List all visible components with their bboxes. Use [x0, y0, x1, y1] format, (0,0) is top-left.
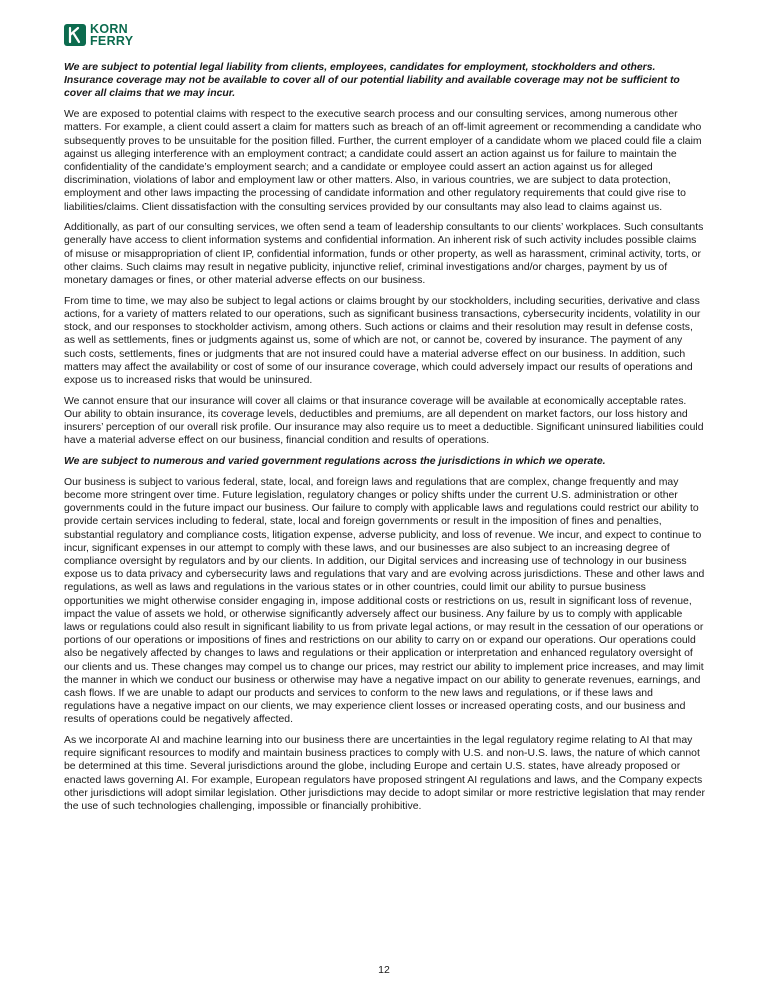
document-body	[64, 61, 706, 821]
section-heading-legal-liability: We are subject to potential legal liability from clients, employees, candidates for employment, stockholders and others. Insurance coverage may not be available to cover all of our potential liability and available coverage may not be sufficient to cover all claims that we may incur.	[64, 62, 680, 100]
page-number: 12	[378, 964, 390, 976]
paragraph-insurance-coverage: We cannot ensure that our insurance will cover all claims or that insurance coverage will be available at economically acceptable rates. Our ability to obtain insurance, its coverage levels, deductibles and premiums, are all dependent on market factors, our loss history and insurers’ perception of our overall risk profile. Our insurance may also require us to meet a deductible. Significant uninsured liabilities could have a material adverse effect on our business, financial condition and results of operations.	[64, 395, 704, 447]
section-heading-government-regulations: We are subject to numerous and varied government regulations across the jurisdictions in which we operate.	[64, 455, 606, 467]
logo-line-2: FERRY	[90, 34, 134, 48]
paragraph-stockholder-actions: From time to time, we may also be subject to legal actions or claims brought by our stockholders, including securities, derivative and class actions, for a variety of matters related to our operations, such as significant business transactions, cybersecurity incidents, volatility in our stock, and our responses to stockholder activism, among others. Such actions or claims and their resolution may result in defense costs, as well as settlements, fines or judgments against us, some of which are not, or cannot be, covered by insurance. The payment of any such costs, settlements, fines or judgments that are not insured could have a material adverse effect on our business. In addition, such matters may affect the availability or cost of some of our insurance coverage, which could adversely impact our results of operations and expose us to increased risks that would be uninsured.	[64, 295, 701, 386]
logo-wordmark	[90, 23, 133, 47]
korn-ferry-logo	[64, 21, 133, 49]
paragraph-ai-regulation: As we incorporate AI and machine learning into our business there are uncertainties in the legal regulatory regime relating to AI that may require significant resources to modify and maintain business practices to comply with U.S. and non-U.S. laws, the nature of which cannot be determined at this time. Several jurisdictions around the globe, including Europe and certain U.S. states, have already proposed or enacted laws governing AI. For example, European regulators have proposed stringent AI regulations and laws, and the Company expects other jurisdictions will adopt similar legislation. Other jurisdictions may decide to adopt similar or more restrictive legislation that may render the use of such technologies challenging, impossible or financially prohibitive.	[64, 735, 706, 813]
logo-line-1: KORN	[90, 22, 129, 36]
korn-ferry-logo-mark-icon	[64, 24, 86, 46]
paragraph-consulting-services-risk: Additionally, as part of our consulting services, we often send a team of leadership consultants to our clients’ workplaces. Such consultants generally have access to client information systems and confidential information. An inherent risk of such activity includes possible claims of misuse or misappropriation of client IP, confidential information, funds or other property, as well as harassment, criminal activity, torts, or other claims. Such claims may result in negative publicity, injunctive relief, criminal investigations and/or charges, payment by us of monetary damages or fines, or other material adverse effects on our business.	[64, 222, 704, 287]
paragraph-laws-and-regulations: Our business is subject to various federal, state, local, and foreign laws and regulations that are complex, change frequently and may become more stringent over time. Future legislation, regulatory changes or policy shifts under the current U.S. administration or other governments could in the future impact our business. Our failure to comply with applicable laws and regulations could restrict our ability to provide certain services including to federal, state, local and foreign governments or result in the imposition of fines and penalties, substantial regulatory and compliance costs, litigation expense, adverse publicity, and loss of revenue. We incur, and expect to continue to incur, significant expenses in our attempt to comply with these laws, and our businesses are also subject to an increasing degree of compliance oversight by regulators and by our clients. In addition, our Digital services and increasing use of technology in our business expose us to data privacy and cybersecurity laws and regulations that vary and are evolving across jurisdictions. These and other laws and regulations, as well as laws and regulations in the various states or in other countries, could limit our ability to pursue business opportunities we might otherwise consider engaging in, impose additional costs or restrictions on us, result in significant loss of revenue, impact the value of assets we hold, or otherwise significantly adversely affect our business. Any failure by us to comply with applicable laws or regulations could also result in significant liability to us from private legal actions, or may result in the cessation of our operations or portions of our operations or impositions of fines and restrictions on our ability to carry on or expand our operations. Our operations could also be negatively affected by changes to laws and regulations or their application or interpretation and enhanced regulatory oversight of our clients and us. These changes may compel us to change our prices, may restrict our ability to implement price increases, and may limit the manner in which we conduct our business or otherwise may have a negative impact on our ability to generate revenues, earnings, and cash flows. If we are unable to adapt our products and services to conform to the new laws and regulations, or if these laws and regulations have a negative impact on our clients, we may experience client losses or increased operating costs, and our business and results of operations could be negatively affected.	[64, 476, 705, 726]
paragraph-potential-claims: We are exposed to potential claims with respect to the executive search process and our consulting services, among numerous other matters. For example, a client could assert a claim for matters such as breach of an off-limit agreement or recommending a candidate who subsequently proves to be unsuitable for the position filled. Further, the current employer of a candidate whom we placed could file a claim against us alleging interference with an employment contract; a candidate could assert an action against us for failure to maintain the confidentiality of the candidate’s employment search; and a candidate or employee could assert an action against us for alleged discrimination, violations of labor and employment law or other matters. Also, in various countries, we are subject to data protection, employment and other laws impacting the processing of candidate information and other regulatory requirements that could give rise to liabilities/claims. Client dissatisfaction with the consulting services provided by our consultants may also lead to claims against us.	[64, 109, 702, 213]
